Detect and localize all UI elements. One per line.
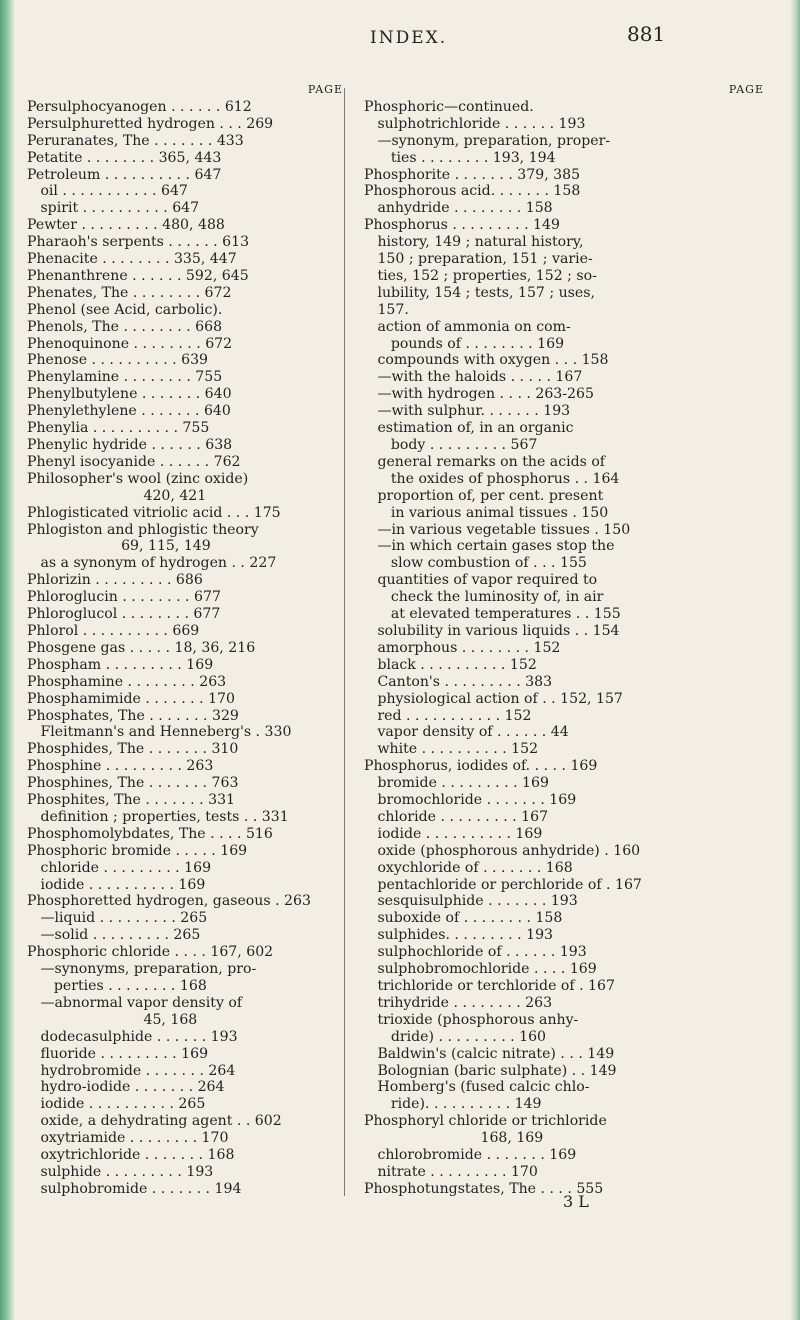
index-entry: 45, 168 — [27, 1011, 198, 1028]
index-entry: Phosphates, The . . . . . . . 329 — [27, 707, 239, 724]
index-entry: bromochloride . . . . . . . 169 — [364, 792, 577, 809]
index-entry: trichloride or terchloride of . 167 — [364, 978, 615, 995]
index-entry: Persulphuretted hydrogen . . . 269 — [27, 115, 274, 132]
index-entry: 168, 169 — [364, 1130, 544, 1147]
index-entry: Phlorizin . . . . . . . . . 686 — [27, 572, 203, 589]
index-entry: lubility, 154 ; tests, 157 ; uses, — [364, 284, 595, 301]
index-entry: Phosphamimide . . . . . . . 170 — [27, 690, 235, 707]
index-entry: —with the haloids . . . . . 167 — [364, 369, 583, 386]
index-entry: action of ammonia on com- — [364, 318, 571, 335]
index-entry: iodide . . . . . . . . . . 169 — [364, 825, 543, 842]
index-entry: dodecasulphide . . . . . . 193 — [27, 1028, 238, 1045]
index-entry: sesquisulphide . . . . . . . 193 — [364, 893, 578, 910]
index-entry: Phenols, The . . . . . . . . 668 — [27, 318, 223, 335]
index-entry: check the luminosity of, in air — [364, 589, 604, 606]
index-entry: —in various vegetable tissues . 150 — [364, 521, 631, 538]
index-entry: dride) . . . . . . . . . 160 — [364, 1028, 547, 1045]
index-entry: physiological action of . . 152, 157 — [364, 690, 623, 707]
index-entry: Phosphoric chloride . . . . 167, 602 — [27, 944, 274, 961]
index-entry: pounds of . . . . . . . . 169 — [364, 335, 565, 352]
page-number: 881 — [627, 22, 666, 46]
index-entry: pentachloride or perchloride of . 167 — [364, 876, 642, 893]
page-header — [0, 18, 800, 54]
index-entry: Phosgene gas . . . . . 18, 36, 216 — [27, 639, 256, 656]
page-right-edge — [790, 0, 800, 1320]
index-entry: Phenylamine . . . . . . . . 755 — [27, 369, 223, 386]
index-entry: body . . . . . . . . . 567 — [364, 437, 538, 454]
index-entry: hydro-iodide . . . . . . . 264 — [27, 1079, 225, 1096]
index-entry: Pewter . . . . . . . . . 480, 488 — [27, 217, 225, 234]
index-entry: oxychloride of . . . . . . . 168 — [364, 859, 573, 876]
page-column-label-right: PAGE — [728, 83, 764, 96]
index-entry: oxide (phosphorous anhydride) . 160 — [364, 842, 641, 859]
index-entry: Phloroglucin . . . . . . . . 677 — [27, 589, 221, 606]
index-entry: Phenanthrene . . . . . . 592, 645 — [27, 267, 249, 284]
index-entry: perties . . . . . . . . 168 — [27, 978, 207, 995]
index-entry: Phosphoretted hydrogen, gaseous . 263 — [27, 893, 311, 910]
index-entry: trioxide (phosphorous anhy- — [364, 1011, 579, 1028]
index-entry: Phosphine . . . . . . . . . 263 — [27, 758, 214, 775]
index-entry: anhydride . . . . . . . . 158 — [364, 200, 553, 217]
index-entry: at elevated temperatures . . 155 — [364, 606, 621, 623]
index-entry: Petroleum . . . . . . . . . . 647 — [27, 166, 222, 183]
index-entry: Phlogiston and phlogistic theory — [27, 521, 259, 538]
index-entry: —synonym, preparation, proper- — [364, 132, 611, 149]
index-entry: —in which certain gases stop the — [364, 538, 615, 555]
index-entry: iodide . . . . . . . . . . 265 — [27, 1096, 206, 1113]
index-entry: oxytriamide . . . . . . . . 170 — [27, 1130, 229, 1147]
index-entry: Phosphorous acid. . . . . . . 158 — [364, 183, 581, 200]
index-entry: ties . . . . . . . . 193, 194 — [364, 149, 556, 166]
index-entry: —abnormal vapor density of — [27, 994, 243, 1011]
index-entry: —liquid . . . . . . . . . 265 — [27, 910, 208, 927]
index-entry: fluoride . . . . . . . . . 169 — [27, 1045, 209, 1062]
index-entry: Phospham . . . . . . . . . 169 — [27, 656, 214, 673]
index-entry: oxytrichloride . . . . . . . 168 — [27, 1147, 235, 1164]
index-entry: Fleitmann's and Henneberg's . 330 — [27, 724, 292, 741]
index-entry: chlorobromide . . . . . . . 169 — [364, 1147, 577, 1164]
index-entry: Phloroglucol . . . . . . . . 677 — [27, 606, 221, 623]
index-entry: sulphide . . . . . . . . . 193 — [27, 1163, 214, 1180]
index-entry: hydrobromide . . . . . . . 264 — [27, 1062, 236, 1079]
index-entry: 420, 421 — [27, 487, 207, 504]
entry-list-right — [364, 99, 764, 1198]
index-entry: sulphochloride of . . . . . . 193 — [364, 944, 587, 961]
index-entry: Phlorol . . . . . . . . . . 669 — [27, 622, 200, 639]
index-entry: Phenoquinone . . . . . . . . 672 — [27, 335, 233, 352]
index-entry: Phosphomolybdates, The . . . . 516 — [27, 825, 273, 842]
index-entry: 150 ; preparation, 151 ; varie- — [364, 251, 593, 268]
index-entry: ties, 152 ; properties, 152 ; so- — [364, 267, 597, 284]
index-entry: Phlogisticated vitriolic acid . . . 175 — [27, 504, 281, 521]
index-entry: Phosphorus . . . . . . . . . 149 — [364, 217, 560, 234]
index-entry: —with hydrogen . . . . 263-265 — [364, 386, 594, 403]
index-entry: proportion of, per cent. present — [364, 487, 604, 504]
index-entry: history, 149 ; natural history, — [364, 234, 584, 251]
index-entry: solubility in various liquids . . 154 — [364, 622, 620, 639]
index-entry: 69, 115, 149 — [27, 538, 211, 555]
index-entry: Canton's . . . . . . . . . 383 — [364, 673, 553, 690]
index-entry: Phosphides, The . . . . . . . 310 — [27, 741, 239, 758]
index-entry: Phenylbutylene . . . . . . . 640 — [27, 386, 232, 403]
column-divider — [344, 88, 345, 1196]
index-entry: estimation of, in an organic — [364, 420, 574, 437]
index-entry: chloride . . . . . . . . . 167 — [364, 808, 549, 825]
index-entry: Phenylethylene . . . . . . . 640 — [27, 403, 231, 420]
index-entry: red . . . . . . . . . . . 152 — [364, 707, 532, 724]
book-binding-edge — [0, 0, 14, 1320]
index-entry: nitrate . . . . . . . . . 170 — [364, 1163, 538, 1180]
index-entry: —synonyms, preparation, pro- — [27, 961, 257, 978]
index-entry: as a synonym of hydrogen . . 227 — [27, 555, 277, 572]
index-entry: spirit . . . . . . . . . . 647 — [27, 200, 200, 217]
index-entry: —solid . . . . . . . . . 265 — [27, 927, 201, 944]
index-entry: Phosphoryl chloride or trichloride — [364, 1113, 607, 1130]
index-entry: the oxides of phosphorus . . 164 — [364, 470, 620, 487]
running-title: INDEX. — [370, 28, 448, 48]
index-entry: Phosphotungstates, The . . . . 555 — [364, 1180, 604, 1197]
index-entry: chloride . . . . . . . . . 169 — [27, 859, 212, 876]
index-entry: compounds with oxygen . . . 158 — [364, 352, 609, 369]
page-column-label-left: PAGE — [307, 83, 343, 96]
index-entry: Phenylia . . . . . . . . . . 755 — [27, 420, 210, 437]
index-entry: Phosphamine . . . . . . . . 263 — [27, 673, 227, 690]
index-entry: Phenates, The . . . . . . . . 672 — [27, 284, 232, 301]
index-entry: Homberg's (fused calcic chlo- — [364, 1079, 590, 1096]
index-entry: Phosphites, The . . . . . . . 331 — [27, 792, 235, 809]
index-entry: suboxide of . . . . . . . . 158 — [364, 910, 563, 927]
index-entry: Phenacite . . . . . . . . 335, 447 — [27, 251, 237, 268]
index-entry: —with sulphur. . . . . . . 193 — [364, 403, 571, 420]
index-entry: sulphides. . . . . . . . . 193 — [364, 927, 553, 944]
entry-list-left — [27, 99, 343, 1198]
index-entry: Baldwin's (calcic nitrate) . . . 149 — [364, 1045, 615, 1062]
index-entry: Bolognian (baric sulphate) . . 149 — [364, 1062, 617, 1079]
index-column-left — [27, 82, 343, 1198]
index-entry: Phenylic hydride . . . . . . 638 — [27, 437, 233, 454]
index-entry: Petatite . . . . . . . . 365, 443 — [27, 149, 222, 166]
index-entry: trihydride . . . . . . . . 263 — [364, 994, 553, 1011]
index-entry: oxide, a dehydrating agent . . 602 — [27, 1113, 282, 1130]
index-entry: vapor density of . . . . . . 44 — [364, 724, 569, 741]
index-entry: Phenol (see Acid, carbolic). — [27, 301, 223, 318]
index-entry: black . . . . . . . . . . 152 — [364, 656, 537, 673]
index-entry: oil . . . . . . . . . . . 647 — [27, 183, 188, 200]
index-entry: Phosphoric—continued. — [364, 98, 534, 115]
index-entry: sulphobromochloride . . . . 169 — [364, 961, 597, 978]
index-entry: 157. — [364, 301, 409, 318]
index-entry: Pharaoh's serpents . . . . . . 613 — [27, 234, 250, 251]
index-entry: definition ; properties, tests . . 331 — [27, 808, 289, 825]
index-entry: slow combustion of . . . 155 — [364, 555, 587, 572]
index-entry: Phosphines, The . . . . . . . 763 — [27, 775, 239, 792]
index-entry: Phosphorite . . . . . . . 379, 385 — [364, 166, 581, 183]
index-entry: sulphobromide . . . . . . . 194 — [27, 1180, 242, 1197]
index-entry: iodide . . . . . . . . . . 169 — [27, 876, 206, 893]
index-entry: Persulphocyanogen . . . . . . 612 — [27, 98, 252, 115]
index-entry: white . . . . . . . . . . 152 — [364, 741, 539, 758]
index-entry: amorphous . . . . . . . . 152 — [364, 639, 561, 656]
index-entry: sulphotrichloride . . . . . . 193 — [364, 115, 586, 132]
index-entry: Peruranates, The . . . . . . . 433 — [27, 132, 244, 149]
index-entry: Philosopher's wool (zinc oxide) — [27, 470, 249, 487]
index-entry: general remarks on the acids of — [364, 453, 606, 470]
signature-mark: 3 L — [563, 1192, 589, 1211]
index-entry: bromide . . . . . . . . . 169 — [364, 775, 549, 792]
index-entry: in various animal tissues . 150 — [364, 504, 609, 521]
index-entry: quantities of vapor required to — [364, 572, 598, 589]
index-entry: Phosphorus, iodides of. . . . . 169 — [364, 758, 598, 775]
index-entry: Phenose . . . . . . . . . . 639 — [27, 352, 209, 369]
index-entry: ride). . . . . . . . . . 149 — [364, 1096, 542, 1113]
index-entry: Phosphoric bromide . . . . . 169 — [27, 842, 248, 859]
index-entry: Phenyl isocyanide . . . . . . 762 — [27, 453, 241, 470]
index-column-right — [364, 82, 764, 1198]
